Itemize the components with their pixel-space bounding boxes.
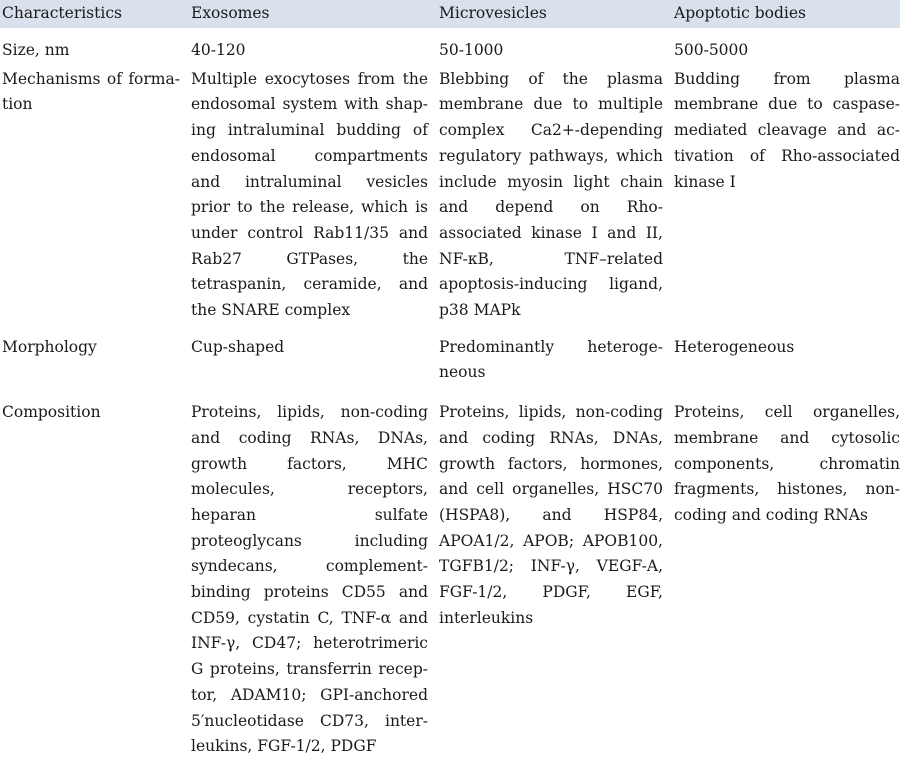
table-body (0, 28, 900, 760)
table-row (0, 67, 900, 327)
table-row (0, 398, 900, 760)
row-label: Mechanisms of formation (2, 69, 180, 114)
header-row (0, 0, 900, 28)
cell-apoptotic-bodies: Budding from plasma membrane due to caspase-mediated cleavage and activation of Rho-associated kinase I (674, 69, 900, 191)
cell-apoptotic-bodies: Proteins, cell organelles, membrane and cytosolic components, chromatin fragments, histones, non-coding and coding RNAs (674, 403, 900, 524)
cell-exosomes: Multiple exocytoses from the endosomal system with shaping intraluminal budding of endosomal compartments and intraluminal vesicles prior to the release, which is under control Rab11/35 and Rab27 GTPases, the tetraspanin, ceramide, and the SNARE complex (191, 69, 428, 320)
table-row (0, 28, 900, 67)
table-row (0, 327, 900, 398)
header-microvesicles: Microvesicles (439, 4, 547, 23)
header-apoptotic-bodies: Apoptotic bodies (674, 4, 806, 23)
cell-apoptotic-bodies: 500-5000 (674, 41, 749, 59)
row-label: Size, nm (2, 41, 70, 59)
table-header (0, 0, 900, 28)
row-label: Composition (2, 403, 101, 422)
header-exosomes: Exosomes (191, 4, 270, 23)
header-characteristics: Characteristics (2, 4, 122, 23)
cell-microvesicles: Predominantly heterogeneous (439, 337, 663, 382)
row-label: Morphology (2, 337, 97, 356)
cell-exosomes: Cup-shaped (191, 337, 285, 356)
cell-exosomes: Proteins, lipids, non-coding and coding RNAs, DNAs, growth factors, MHC molecules, receptors, heparan sulfate proteoglycans including syndecans, complement-binding proteins CD55 and CD59, cystatin C, TNF-α and INF-γ, CD47; heterotrimeric G proteins, transferrin receptor, ADAM10; GPI-anchored 5′nucleotidase CD73, interleukins, FGF-1/2, PDGF (191, 403, 428, 756)
cell-microvesicles: Proteins, lipids, non-coding and coding RNAs, DNAs, growth factors, hormones, and cell organelles, HSC70 (HSPA8), and HSP84, APOA1/2, APOB; APOB100, TGFB1/2; INF-γ, VEGF-A, FGF-1/2, PDGF, EGF, interleukins (439, 403, 663, 627)
cell-microvesicles: 50-1000 (439, 41, 504, 59)
cell-apoptotic-bodies: Heterogeneous (674, 337, 795, 356)
cell-exosomes: 40-120 (191, 41, 246, 59)
cell-microvesicles: Blebbing of the plasma membrane due to multiple complex Ca2+-depending regulatory pathways, which include myosin light chain and depend on Rho-associated kinase I and II, NF-κB, TNF–related apoptosis-inducing ligand, p38 MAPk (439, 69, 663, 320)
